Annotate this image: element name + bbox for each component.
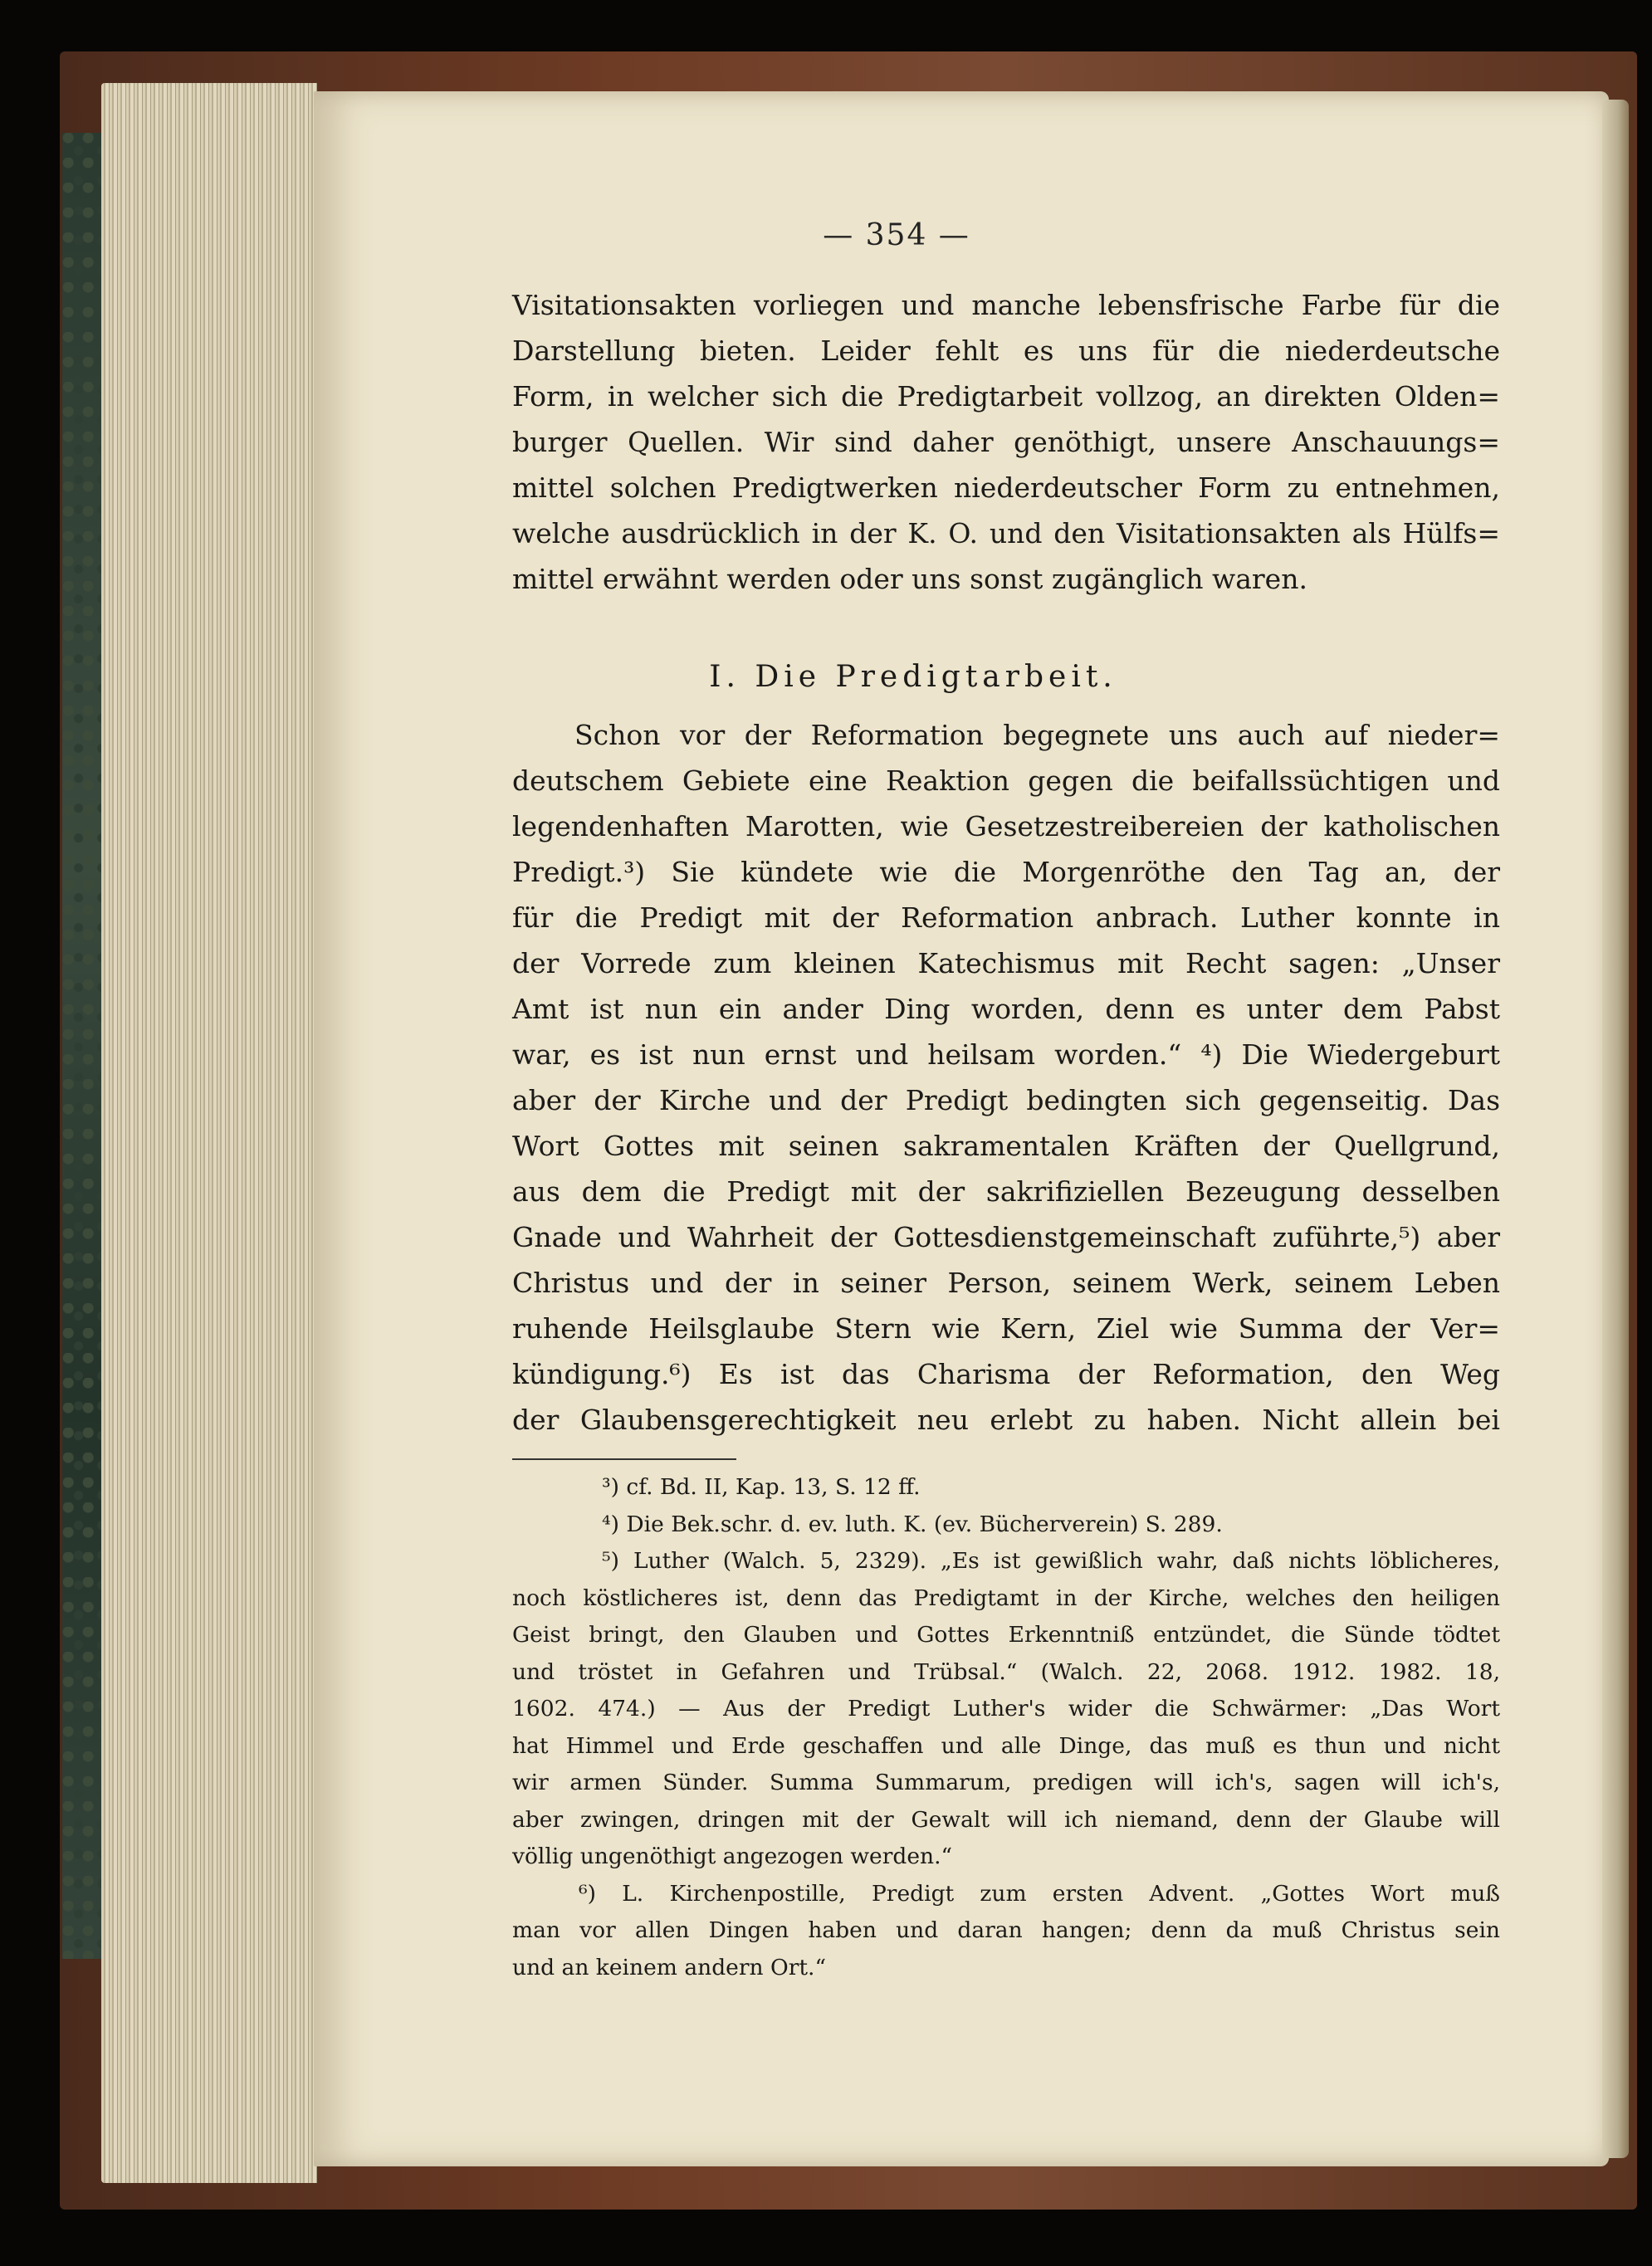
text-line: mittel solchen Predigtwerken niederdeutscher Form zu entnehmen, [512, 471, 1500, 504]
text-line: deutschem Gebiete eine Reaktion gegen die beifallssüchtigen und [512, 764, 1500, 797]
page-number: — 354 — [823, 218, 970, 252]
paragraph-2 [512, 712, 1500, 1443]
text-line: Schon vor der Reformation begegnete uns auch auf nieder= [574, 719, 1500, 751]
footnote-line: ³) cf. Bd. II, Kap. 13, S. 12 ff. [602, 1474, 921, 1500]
footnotes [512, 1469, 1500, 1986]
paragraph-1 [512, 282, 1500, 602]
text-line: mittel erwähnt werden oder uns sonst zugänglich waren. [512, 563, 1307, 595]
footnote-line: wir armen Sünder. Summa Summarum, predigen will ich's, sagen will ich's, [512, 1770, 1500, 1795]
page-stack-edges [101, 83, 317, 2183]
footnote-line: ⁴) Die Bek.schr. d. ev. luth. K. (ev. Bücherverein) S. 289. [602, 1511, 1223, 1537]
text-line: Visitationsakten vorliegen und manche lebensfrische Farbe für die [512, 289, 1500, 321]
text-line: aus dem die Predigt mit der sakrifiziellen Bezeugung desselben [512, 1175, 1500, 1208]
footnote-line: ⁵) Luther (Walch. 5, 2329). „Es ist gewißlich wahr, daß nichts löblicheres, [602, 1548, 1500, 1574]
text-line: Gnade und Wahrheit der Gottesdienstgemeinschaft zuführte,⁵) aber [512, 1221, 1500, 1253]
page-right-edge [1602, 100, 1629, 2158]
footnote-line: Geist bringt, den Glauben und Gottes Erkenntniß entzündet, die Sünde tödtet [512, 1622, 1500, 1648]
footnote-line: ⁶) L. Kirchenpostille, Predigt zum ersten Advent. „Gottes Wort muß [579, 1880, 1500, 1907]
text-line: Form, in welcher sich die Predigtarbeit vollzog, an direkten Olden= [512, 380, 1500, 413]
text-line: aber der Kirche und der Predigt bedingten sich gegenseitig. Das [512, 1084, 1500, 1116]
text-line: für die Predigt mit der Reformation anbrach. Luther konnte in [512, 901, 1500, 934]
section-heading: I. Die Predigtarbeit. [709, 660, 1117, 694]
footnote-line: völlig ungenöthigt angezogen werden.“ [512, 1844, 953, 1869]
text-line: kündigung.⁶) Es ist das Charisma der Reformation, den Weg [512, 1358, 1500, 1390]
text-line: Wort Gottes mit seinen sakramentalen Kräften der Quellgrund, [512, 1130, 1500, 1162]
text-line: legendenhaften Marotten, wie Gesetzestreibereien der katholischen [512, 810, 1500, 842]
text-line: Darstellung bieten. Leider fehlt es uns für die niederdeutsche [512, 335, 1500, 367]
text-line: ruhende Heilsglaube Stern wie Kern, Ziel wie Summa der Ver= [512, 1312, 1500, 1345]
footnote-line: aber zwingen, dringen mit der Gewalt will ich niemand, denn der Glaube will [512, 1806, 1500, 1833]
text-line: Amt ist nun ein ander Ding worden, denn es unter dem Pabst [512, 993, 1500, 1025]
text-line: welche ausdrücklich in der K. O. und den Visitationsakten als Hülfs= [512, 517, 1500, 549]
footnote-line: und an keinem andern Ort.“ [512, 1954, 827, 1980]
text-line: Christus und der in seiner Person, seinem Werk, seinem Leben [512, 1267, 1500, 1299]
footnote-line: und tröstet in Gefahren und Trübsal.“ (Walch. 22, 2068. 1912. 1982. 18, [512, 1658, 1500, 1685]
footnote-line: noch köstlicheres ist, denn das Predigtamt in der Kirche, welches den heiligen [512, 1585, 1500, 1611]
footnote-line: 1602. 474.) — Aus der Predigt Luther's wider die Schwärmer: „Das Wort [512, 1696, 1500, 1721]
text-line: der Vorrede zum kleinen Katechismus mit Recht sagen: „Unser [512, 947, 1500, 979]
footnote-line: man vor allen Dingen haben und daran hangen; denn da muß Christus sein [512, 1917, 1500, 1943]
text-line: der Glaubensgerechtigkeit neu erlebt zu haben. Nicht allein bei [512, 1404, 1500, 1436]
text-line: Predigt.³) Sie kündete wie die Morgenröthe den Tag an, der [512, 856, 1500, 888]
text-line: war, es ist nun ernst und heilsam worden.“ ⁴) Die Wiedergeburt [512, 1038, 1500, 1071]
footnote-line: hat Himmel und Erde geschaffen und alle Dinge, das muß es thun und nicht [512, 1732, 1500, 1759]
footnote-rule [512, 1458, 736, 1460]
text-line: burger Quellen. Wir sind daher genöthigt, unsere Anschauungs= [512, 426, 1500, 458]
